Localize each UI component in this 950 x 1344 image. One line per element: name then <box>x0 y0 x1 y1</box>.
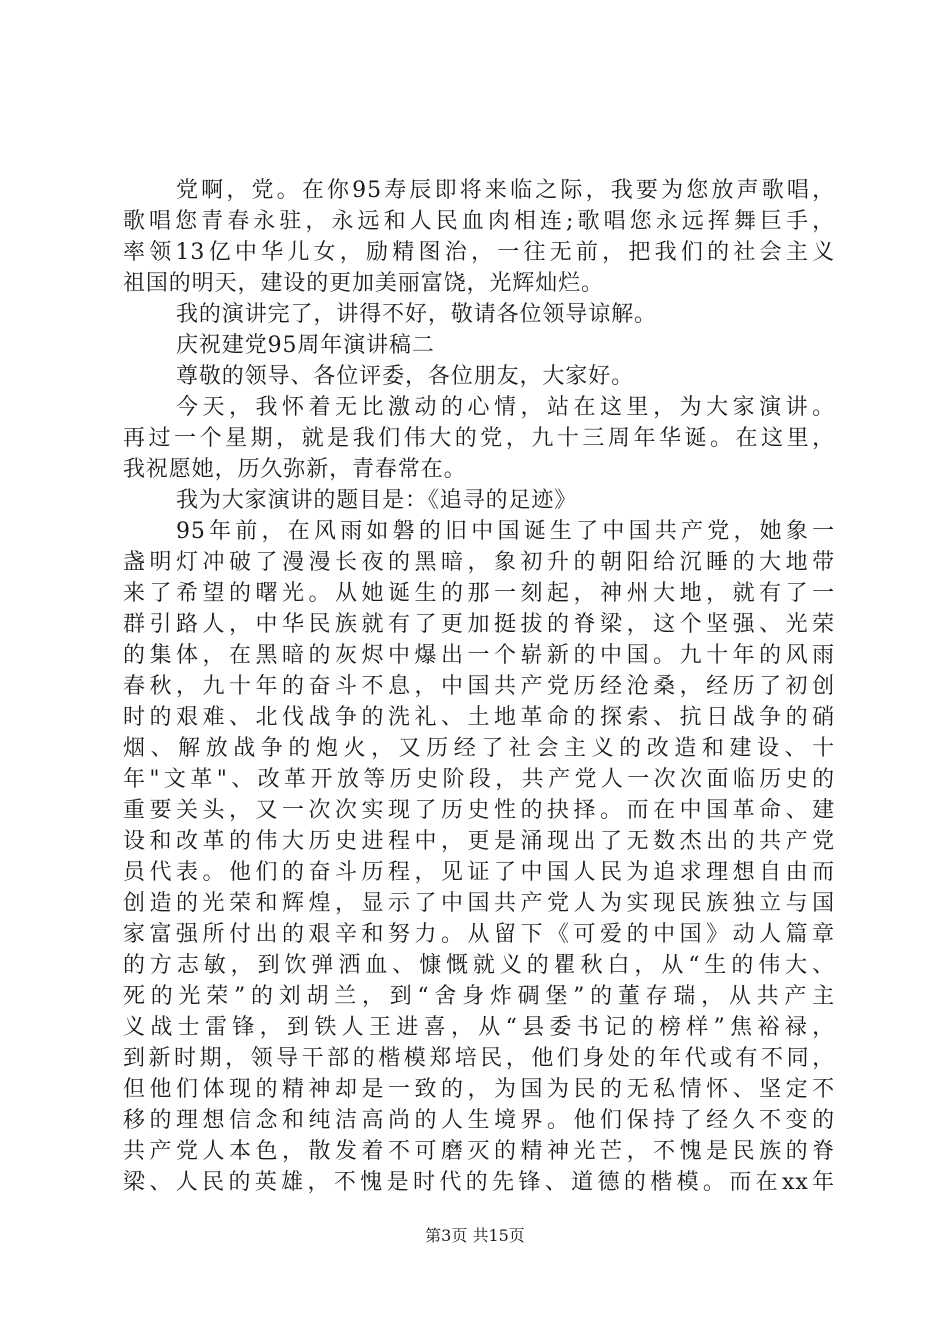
text-line: 但他们体现的精神却是一致的，为国为民的无私情怀、坚定不 <box>123 1077 835 1102</box>
text-line: 党啊，党。在你95寿辰即将来临之际，我要为您放声歌唱， <box>176 178 835 203</box>
text-line: 歌唱您青春永驻，永远和人民血肉相连;歌唱您永远挥舞巨手， <box>123 209 835 234</box>
text-line: 设和改革的伟大历史进程中，更是涌现出了无数杰出的共产党 <box>123 829 835 854</box>
text-line: 的集体，在黑暗的灰烬中爆出一个崭新的中国。九十年的风雨 <box>123 643 835 668</box>
text-line: 我为大家演讲的题目是：《追寻的足迹》 <box>176 488 578 513</box>
text-line: 盏明灯冲破了漫漫长夜的黑暗，象初升的朝阳给沉睡的大地带 <box>123 550 835 575</box>
text-line: 烟、解放战争的炮火，又历经了社会主义的改造和建设、十 <box>123 736 835 761</box>
text-line: 尊敬的领导、各位评委，各位朋友，大家好。 <box>176 364 635 389</box>
text-line: 年"文革"、改革开放等历史阶段，共产党人一次次面临历史的 <box>123 767 835 792</box>
text-line: 创造的光荣和辉煌，显示了中国共产党人为实现民族独立与国 <box>123 891 835 916</box>
text-line: 移的理想信念和纯洁高尚的人生境界。他们保持了经久不变的 <box>123 1108 835 1133</box>
text-line: 的方志敏，到饮弹洒血、慷慨就义的瞿秋白，从“生的伟大、 <box>123 953 835 978</box>
text-line: 我的演讲完了，讲得不好，敬请各位领导谅解。 <box>176 302 657 327</box>
page-footer <box>0 1226 950 1246</box>
section-heading: 庆祝建党95周年演讲稿二 <box>176 333 435 358</box>
text-line: 再过一个星期，就是我们伟大的党，九十三周年华诞。在这里， <box>123 426 835 451</box>
text-line: 死的光荣”的刘胡兰，到“舍身炸碉堡”的董存瑞，从共产主 <box>123 984 835 1009</box>
text-line: 梁、人民的英雄，不愧是时代的先锋、道德的楷模。而在xx年 <box>123 1170 835 1195</box>
text-line: 到新时期，领导干部的楷模郑培民，他们身处的年代或有不同， <box>123 1046 835 1071</box>
text-line: 来了希望的曙光。从她诞生的那一刻起，神州大地，就有了一 <box>123 581 835 606</box>
text-line: 春秋，九十年的奋斗不息，中国共产党历经沧桑，经历了初创 <box>123 674 835 699</box>
text-line: 群引路人，中华民族就有了更加挺拔的脊梁，这个坚强、光荣 <box>123 612 835 637</box>
text-line: 率领13亿中华儿女，励精图治，一往无前，把我们的社会主义 <box>123 240 835 265</box>
text-line: 今天，我怀着无比激动的心情，站在这里，为大家演讲。 <box>176 395 835 420</box>
text-line: 员代表。他们的奋斗历程，见证了中国人民为追求理想自由而 <box>123 860 835 885</box>
page-number: 第3页 共15页 <box>425 1226 525 1245</box>
text-line: 我祝愿她，历久弥新，青春常在。 <box>123 457 467 482</box>
text-line: 义战士雷锋，到铁人王进喜，从“县委书记的榜样”焦裕禄， <box>123 1015 835 1040</box>
document-body <box>123 175 835 1198</box>
text-line: 共产党人本色，散发着不可磨灭的精神光芒，不愧是民族的脊 <box>123 1139 835 1164</box>
text-line: 祖国的明天，建设的更加美丽富饶，光辉灿烂。 <box>123 271 604 296</box>
text-line: 家富强所付出的艰辛和努力。从留下《可爱的中国》动人篇章 <box>123 922 835 947</box>
text-line: 95年前，在风雨如磐的旧中国诞生了中国共产党，她象一 <box>176 519 835 544</box>
text-line: 重要关头，又一次次实现了历史性的抉择。而在中国革命、建 <box>123 798 835 823</box>
text-line: 时的艰难、北伐战争的洗礼、土地革命的探索、抗日战争的硝 <box>123 705 835 730</box>
